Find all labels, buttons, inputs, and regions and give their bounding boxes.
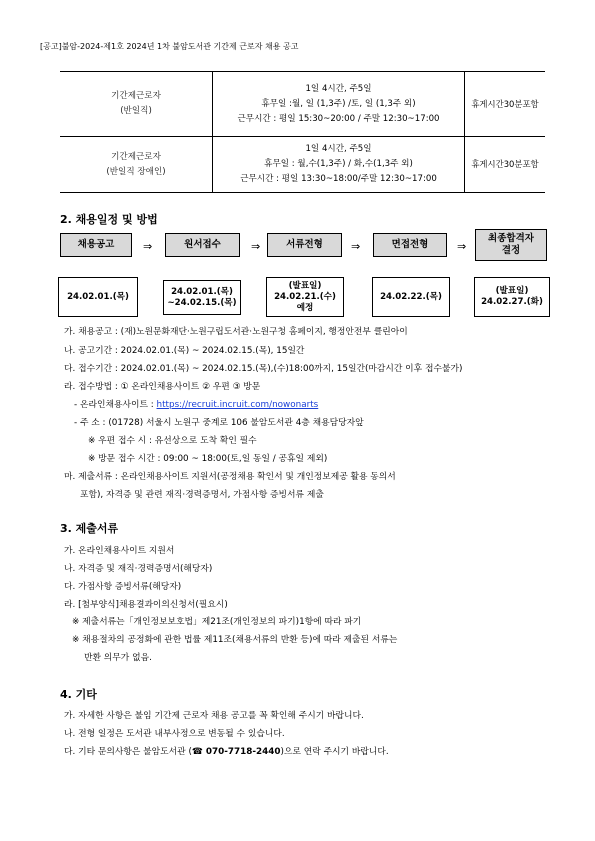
days-off-line: 휴무일 : 월,수(1,3주) / 화,수(1,3주 외)	[264, 159, 413, 169]
arrow-icon: ⇒	[457, 240, 467, 253]
section-title: 2. 채용일정 및 방법	[60, 213, 158, 226]
date-interview: 24.02.22.(목)	[372, 277, 450, 317]
mail-note: ※ 우편 접수 시 : 유선상으로 도착 확인 필수	[88, 436, 257, 446]
list-item: 나. 전형 일정은 도서관 내부사정으로 변동될 수 있습니다.	[64, 729, 285, 739]
step-interview: 면접전형	[373, 233, 447, 257]
days-off-line: 휴무일 :월, 일 (1,3주) /토, 일 (1,3주 외)	[261, 98, 416, 109]
date-text: 24.02.27.(화)	[481, 297, 543, 307]
document-header: [공고]불암-2024-제1호 2024년 1차 불암도서관 기간제 근로자 채용 공고	[40, 42, 299, 51]
section-title: 3. 제출서류	[60, 522, 119, 535]
hours-line: 1일 4시간, 주5일	[305, 144, 372, 154]
list-item: 나. 자격증 및 재직·경력증명서(해당자)	[64, 564, 213, 574]
visit-note: ※ 방문 접수 시간 : 09:00 ~ 18:00(토,일 동일 / 공휴일 제외)	[88, 454, 328, 464]
notice-period: 나. 공고기간 : 2024.02.01.(목) ~ 2024.02.15.(목), 15일간	[64, 346, 305, 356]
list-item: 라. [첨부양식]채용결과이의신청서(필요시)	[64, 600, 228, 610]
date-text: 예정	[296, 302, 314, 313]
required-documents: 마. 제출서류 : 온라인채용사이트 지원서(공정채용 확인서 및 개인정보제공 활용 동의서	[64, 472, 396, 482]
worker-type: 기간제근로자	[111, 151, 161, 162]
online-site-line	[74, 397, 318, 410]
online-site-label: - 온라인채용사이트 :	[74, 400, 157, 410]
list-note: ※ 제출서류는「개인정보보호법」제21조(개인정보의 파기)1항에 따라 파기	[72, 617, 362, 627]
section-title: 4. 기타	[60, 688, 97, 701]
hours-line: 1일 4시간, 주5일	[305, 83, 372, 94]
work-hours-cell	[213, 137, 465, 193]
note-cell: 휴게시간30분포함	[465, 72, 546, 137]
step-document-screening: 서류전형	[267, 233, 342, 257]
arrow-icon: ⇒	[351, 240, 361, 253]
application-method: 라. 접수방법 : ① 온라인채용사이트 ② 우편 ③ 방문	[64, 382, 261, 392]
note-cell: 휴게시간30분포함	[465, 137, 546, 193]
worker-type-cell	[60, 72, 213, 137]
step-application: 원서접수	[165, 233, 240, 257]
list-item: 가. 온라인채용사이트 지원서	[64, 546, 175, 556]
recruit-site-link[interactable]: https://recruit.incruit.com/nowonarts	[156, 400, 319, 410]
worker-subtype: (반일직 장애인)	[106, 166, 166, 177]
date-text: (발표일)	[495, 286, 529, 296]
list-item: 다. 가점사항 증빙서류(해당자)	[64, 582, 182, 592]
application-period: 다. 접수기간 : 2024.02.01.(목) ~ 2024.02.15.(목),(수)18:00까지, 15일간(마감시간 이후 접수불가)	[64, 364, 463, 374]
table-row	[60, 137, 545, 193]
step-recruit-notice: 채용공고	[60, 233, 132, 257]
worker-subtype: (반일직)	[120, 106, 152, 116]
date-application	[163, 280, 241, 315]
contact-phone: ☎ 070-7718-2440	[191, 747, 281, 757]
mailing-address: - 주 소 : (01728) 서울시 노원구 중계로 106 불암도서관 4층 채용담당자앞	[74, 418, 364, 428]
work-time-line: 근무시간 : 평일 13:30~18:00/주말 12:30~17:00	[240, 174, 437, 184]
worker-type-cell	[60, 137, 213, 193]
date-text: ~24.02.15.(목)	[167, 297, 237, 308]
step-label: 결정	[501, 245, 521, 256]
work-hours-cell	[213, 72, 465, 137]
list-note: ※ 채용절차의 공정화에 관한 법률 제11조(채용서류의 반환 등)에 따라 제출된 서류는	[72, 635, 398, 645]
date-text: 24.02.21.(수)	[274, 291, 336, 302]
work-time-line: 근무시간 : 평일 15:30~20:00 / 주말 12:30~17:00	[237, 113, 440, 124]
date-recruit-notice: 24.02.01.(목)	[58, 277, 138, 317]
date-document-screening	[266, 277, 344, 317]
step-final-decision	[475, 229, 547, 261]
arrow-icon: ⇒	[143, 240, 153, 253]
table-row	[60, 72, 545, 137]
schedule-table	[60, 71, 545, 193]
worker-type: 기간제근로자	[111, 91, 161, 101]
arrow-icon: ⇒	[251, 240, 261, 253]
date-text: 24.02.01.(목)	[171, 286, 233, 297]
contact-prefix: 다. 기타 문의사항은 불암도서관 (	[64, 747, 192, 757]
contact-line	[64, 744, 389, 757]
date-text: (발표일)	[288, 280, 322, 291]
notice-channel: 가. 채용공고 : (재)노원문화재단·노원구립도서관·노원구청 홈페이지, 행정안전부 클린아이	[64, 327, 408, 337]
list-item: 가. 자세한 사항은 불임 기간제 근로자 채용 공고를 꼭 확인해 주시기 바랍니다.	[64, 711, 364, 721]
step-label: 최종합격자	[488, 233, 534, 244]
required-documents-cont: 포함), 자격증 및 관련 재직·경력증명서, 가점사항 증빙서류 제출	[80, 490, 324, 500]
contact-suffix: )으로 연락 주시기 바랍니다.	[280, 747, 389, 757]
date-final-decision	[474, 277, 550, 317]
list-note-cont: 반환 의무가 없음.	[84, 653, 152, 663]
